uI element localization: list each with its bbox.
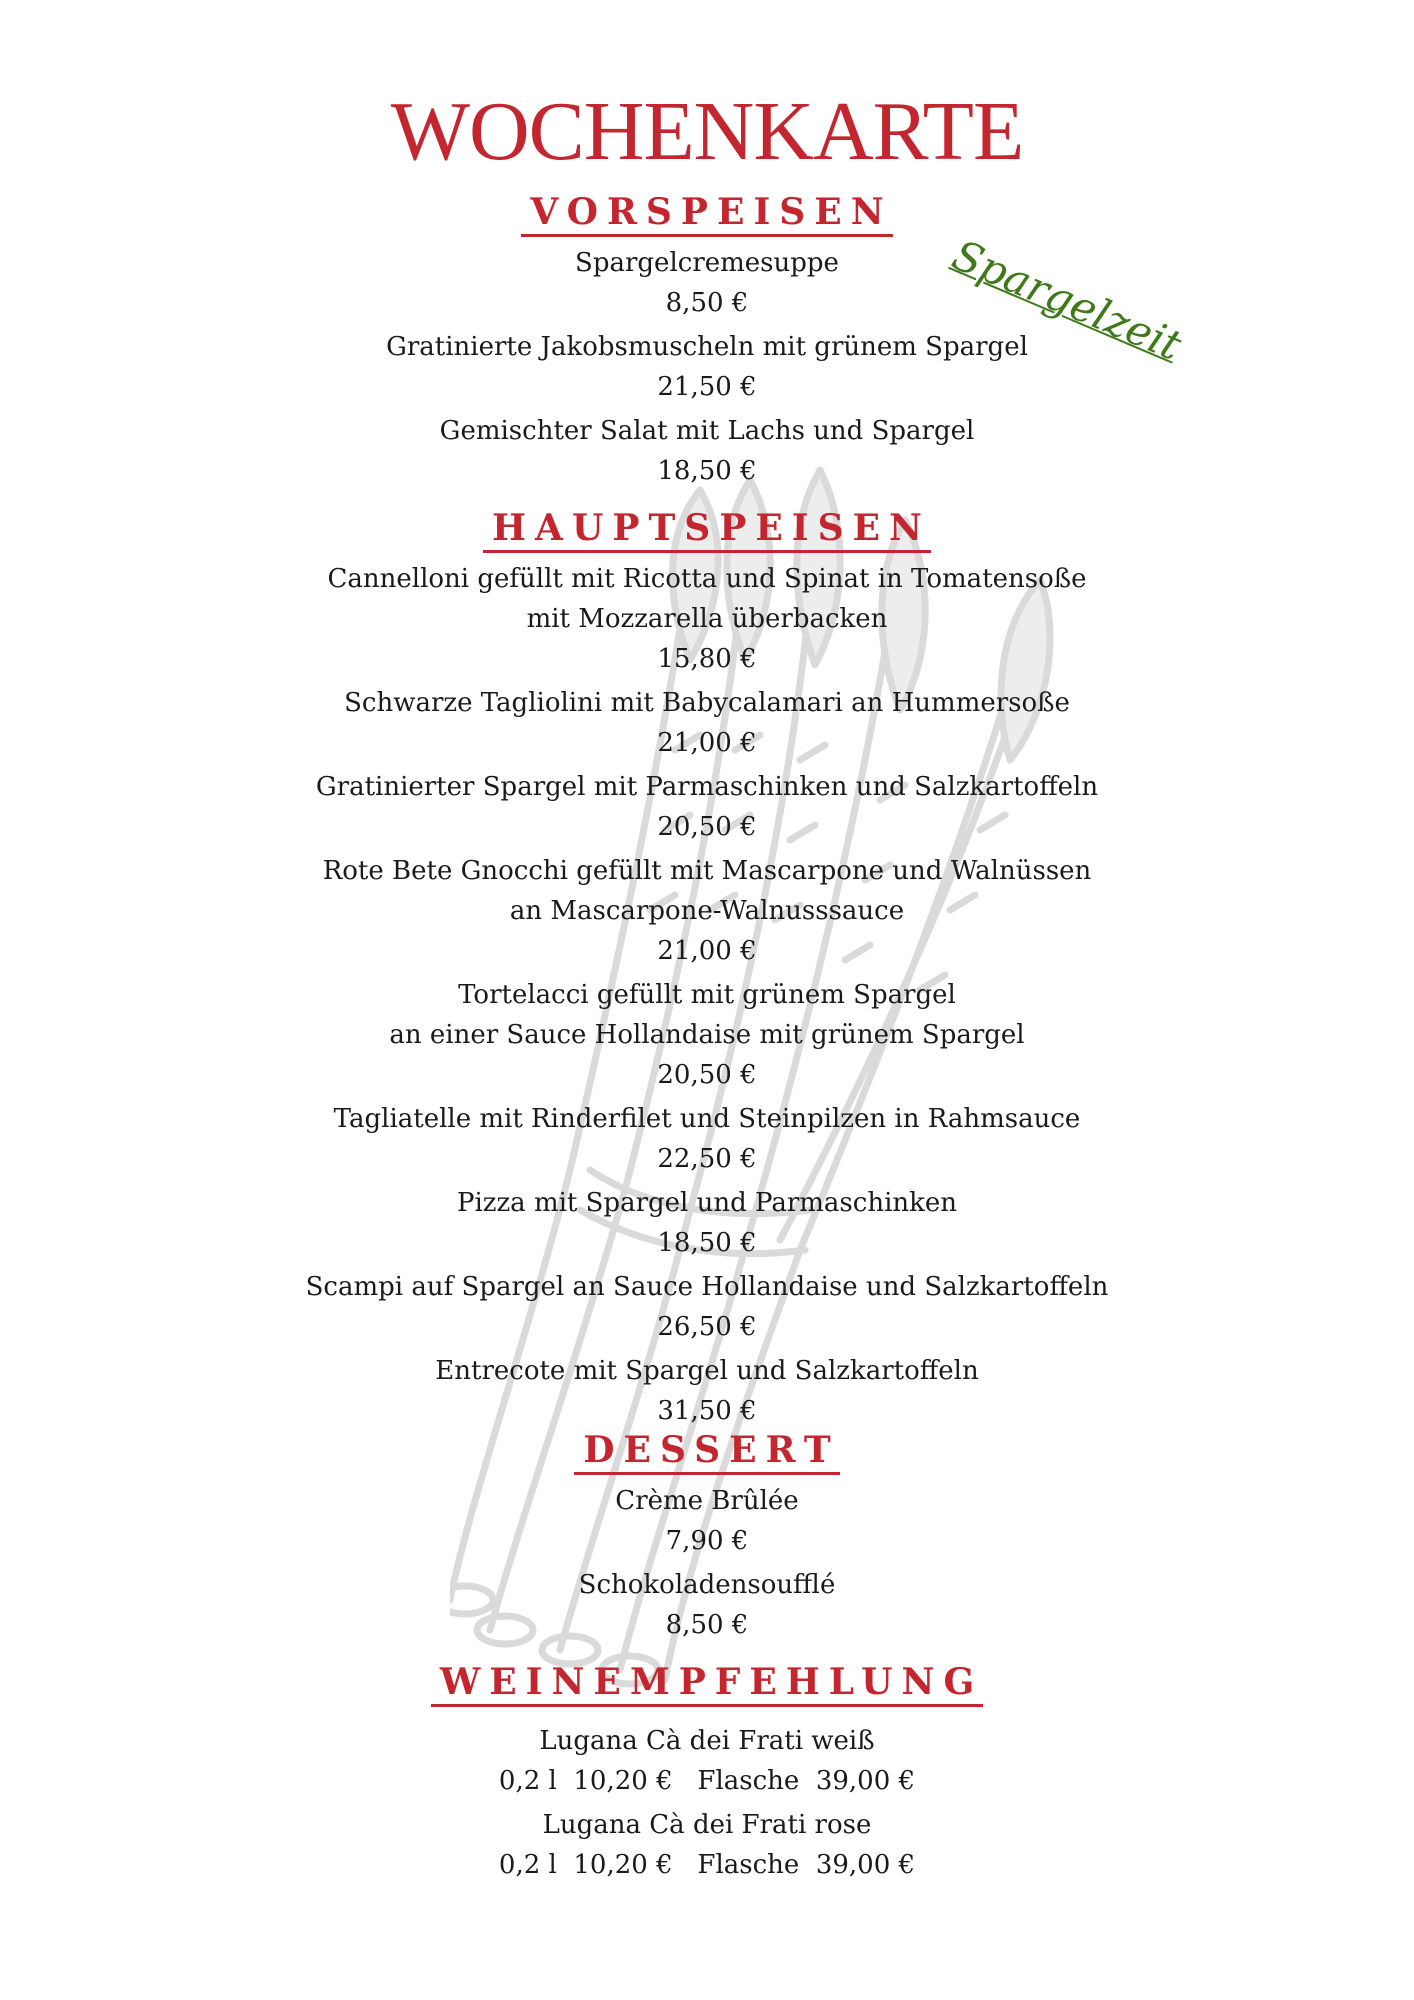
tagline: Spargelzeit (945, 229, 1189, 371)
item-price: 21,00 € (657, 936, 757, 966)
menu-item (0, 1351, 1414, 1431)
menu-item (0, 1805, 1414, 1885)
menu-item (0, 1267, 1414, 1347)
item-price: 15,80 € (657, 644, 757, 674)
section-heading: DESSERT (574, 1428, 839, 1475)
menu-item (0, 559, 1414, 679)
section-heading: HAUPTSPEISEN (483, 506, 931, 553)
item-name: Gratinierter Spargel mit Parmaschinken und Salzkartoffeln (315, 772, 1099, 802)
item-price: 21,50 € (657, 372, 757, 402)
item-price: 18,50 € (657, 456, 757, 486)
menu-item (0, 1183, 1414, 1263)
item-price: 8,50 € (665, 1610, 749, 1640)
item-price: 26,50 € (657, 1312, 757, 1342)
menu-item (0, 1099, 1414, 1179)
menu-item (0, 1481, 1414, 1561)
section-weinempfehlung (0, 1660, 1414, 1889)
item-name: Cannelloni gefüllt mit Ricotta und Spinat in Tomatensoße (327, 564, 1087, 594)
section-heading: VORSPEISEN (521, 190, 892, 237)
item-name: Scampi auf Spargel an Sauce Hollandaise und Salzkartoffeln (305, 1272, 1109, 1302)
item-price: 22,50 € (657, 1144, 757, 1174)
item-price: 7,90 € (665, 1526, 749, 1556)
menu-item (0, 243, 1414, 323)
item-name: Pizza mit Spargel und Parmaschinken (456, 1188, 958, 1218)
item-name: Schokoladensoufflé (578, 1570, 836, 1600)
item-price: 31,50 € (657, 1396, 757, 1426)
item-price: 18,50 € (657, 1228, 757, 1258)
item-price: 21,00 € (657, 728, 757, 758)
menu-item (0, 411, 1414, 491)
item-name: Gratinierte Jakobsmuscheln mit grünem Spargel (386, 332, 1028, 362)
item-price: 8,50 € (665, 288, 749, 318)
menu-item (0, 1565, 1414, 1645)
menu-item (0, 767, 1414, 847)
menu-item (0, 683, 1414, 763)
menu-title: WOCHENKARTE (390, 85, 1024, 178)
menu-item (0, 327, 1414, 407)
item-name: Lugana Cà dei Frati weiß (539, 1726, 875, 1756)
item-name: Crème Brûlée (615, 1486, 799, 1516)
item-name: Gemischter Salat mit Lachs und Spargel (439, 416, 975, 446)
item-name: mit Mozzarella überbacken (526, 604, 888, 634)
menu-item (0, 975, 1414, 1095)
section-hauptspeisen (0, 506, 1414, 1435)
item-price: 0,2 l 10,20 € Flasche 39,00 € (498, 1850, 916, 1880)
item-name: Entrecote mit Spargel und Salzkartoffeln (435, 1356, 979, 1386)
item-price: 20,50 € (657, 812, 757, 842)
item-name: Tagliatelle mit Rinderfilet und Steinpilzen in Rahmsauce (333, 1104, 1081, 1134)
item-price: 20,50 € (657, 1060, 757, 1090)
section-vorspeisen (0, 190, 1414, 495)
section-dessert (0, 1428, 1414, 1649)
item-name: an einer Sauce Hollandaise mit grünem Spargel (389, 1020, 1025, 1050)
menu-item (0, 851, 1414, 971)
item-name: an Mascarpone-Walnusssauce (509, 896, 905, 926)
item-name: Tortelacci gefüllt mit grünem Spargel (458, 980, 956, 1010)
item-price: 0,2 l 10,20 € Flasche 39,00 € (498, 1766, 916, 1796)
item-name: Rote Bete Gnocchi gefüllt mit Mascarpone und Walnüssen (322, 856, 1092, 886)
item-name: Spargelcremesuppe (575, 248, 839, 278)
menu-item (0, 1721, 1414, 1801)
section-heading: WEINEMPFEHLUNG (431, 1660, 983, 1707)
item-name: Schwarze Tagliolini mit Babycalamari an Hummersoße (344, 688, 1070, 718)
item-name: Lugana Cà dei Frati rose (542, 1810, 872, 1840)
